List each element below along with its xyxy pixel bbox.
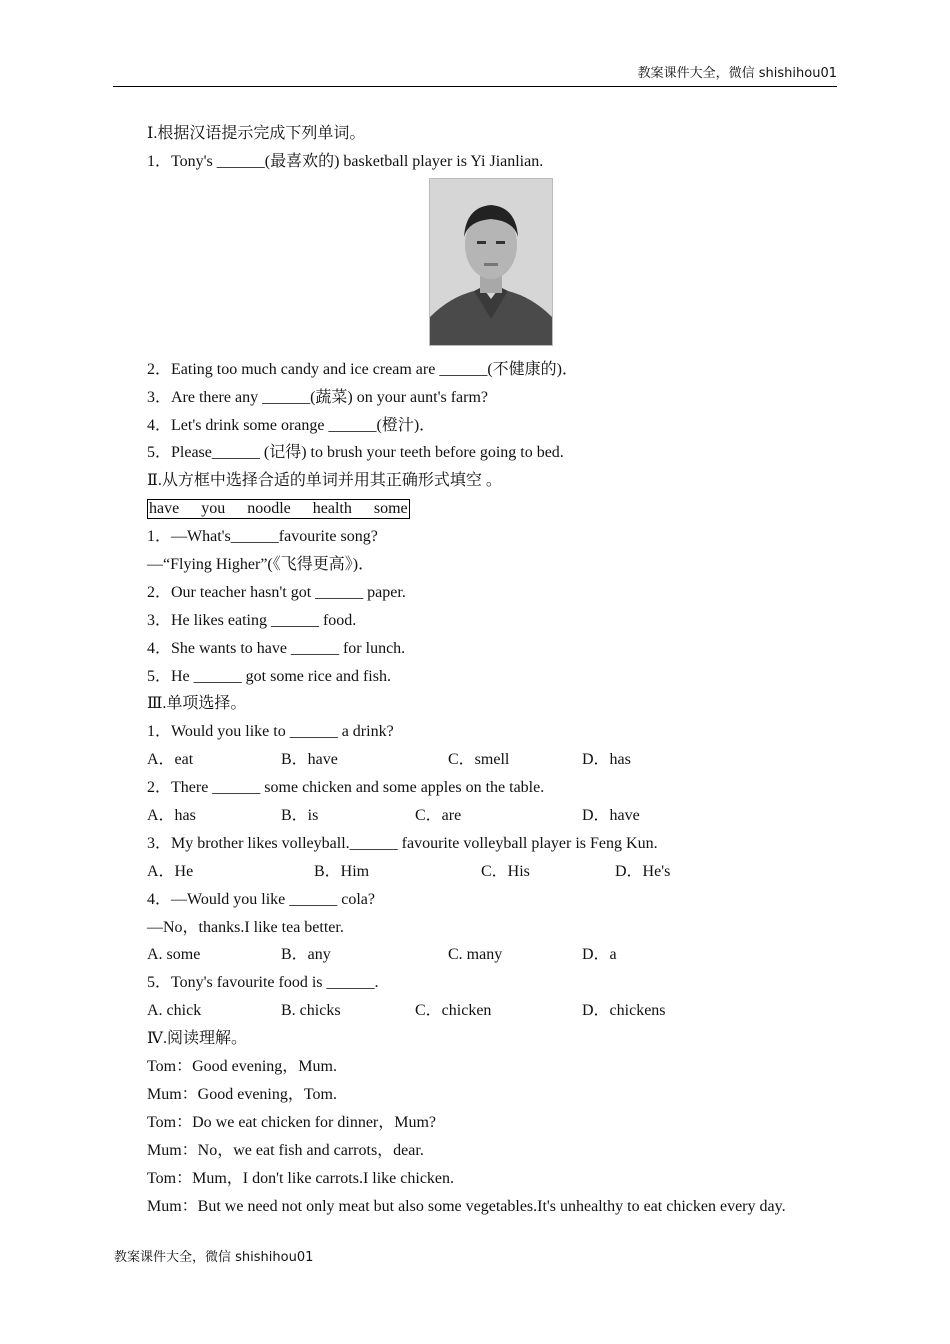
s1-item-2: 2．Eating too much candy and ice cream are ______(不健康的)．: [147, 360, 578, 378]
q3-option-a: A．He: [147, 862, 194, 880]
q4-stem: 4．—Would you like ______ cola?: [147, 890, 376, 908]
q3-stem: 3．My brother likes volleyball.______ favourite volleyball player is Feng Kun.: [147, 834, 658, 852]
q4-option-c: C. many: [448, 946, 503, 964]
s2-item-1: 1．—What's______favourite song?: [147, 528, 378, 546]
dialogue-line: Mum：But we need not only meat but also some vegetables.It's unhealthy to eat chicken every day.: [147, 1197, 786, 1215]
q5-option-d: D．chickens: [582, 1002, 666, 1020]
s1-item-3: 3．Are there any ______(蔬菜) on your aunt's farm?: [147, 388, 489, 406]
q1-stem: 1．Would you like to ______ a drink?: [147, 723, 394, 741]
q5-option-b: B. chicks: [281, 1002, 341, 1020]
q2-options: [147, 802, 847, 830]
s1-item-4: 4．Let's drink some orange ______(橙汁)．: [147, 416, 436, 434]
s1-item-1: 1．Tony's ______(最喜欢的) basketball player is Yi Jianlian.: [147, 152, 544, 170]
q1-option-a: A．eat: [147, 751, 194, 769]
q4-option-d: D．a: [582, 946, 617, 964]
dialogue-line: Mum：No，we eat fish and carrots，dear.: [147, 1141, 424, 1159]
s1-item-5: 5．Please______ (记得) to brush your teeth before going to bed.: [147, 444, 564, 462]
q3-option-b: B．Him: [314, 862, 370, 880]
q2-stem: 2．There ______ some chicken and some apples on the table.: [147, 779, 545, 797]
q3-options: [147, 858, 847, 886]
q4-option-a: A. some: [147, 946, 201, 964]
photo-container: [147, 176, 847, 356]
q5-option-c: C．chicken: [415, 1002, 492, 1020]
section-4-title: Ⅳ.阅读理解。: [147, 1030, 247, 1048]
q1-option-d: D．has: [582, 751, 631, 769]
q3-option-c: C．His: [481, 862, 530, 880]
portrait-photo: [429, 178, 553, 346]
q3-option-d: D．He's: [615, 862, 671, 880]
s2-item-5: 5．He ______ got some rice and fish.: [147, 667, 391, 685]
document-body: [147, 120, 847, 1220]
q5-options: [147, 997, 847, 1025]
dialogue-line: Mum：Good evening，Tom.: [147, 1085, 337, 1103]
s2-item-4: 4．She wants to have ______ for lunch.: [147, 639, 406, 657]
q5-stem: 5．Tony's favourite food is ______.: [147, 974, 379, 992]
q1-option-b: B．have: [281, 751, 338, 769]
section-2-title: Ⅱ.从方框中选择合适的单词并用其正确形式填空 。: [147, 472, 502, 490]
q2-option-b: B．is: [281, 807, 319, 825]
q2-option-a: A．has: [147, 807, 196, 825]
page-header: [113, 66, 837, 87]
q4-stem-reply: —No，thanks.I like tea better.: [147, 918, 344, 936]
q5-option-a: A. chick: [147, 1002, 202, 1020]
dialogue-line: Tom：Do we eat chicken for dinner，Mum?: [147, 1113, 437, 1131]
q2-option-d: D．have: [582, 807, 640, 825]
section-3-title: Ⅲ.单项选择。: [147, 695, 247, 713]
dialogue-line: Tom：Good evening，Mum.: [147, 1058, 337, 1076]
s2-item-3: 3．He likes eating ______ food.: [147, 611, 357, 629]
header-text: 教案课件大全，微信 shishihou01: [637, 66, 837, 81]
q4-options: [147, 941, 847, 969]
q4-option-b: B．any: [281, 946, 331, 964]
word-box: have you noodle health some: [149, 500, 408, 518]
page-footer: [114, 1246, 313, 1265]
word-box-line: [147, 495, 847, 523]
q1-options: [147, 746, 847, 774]
section-1-title: Ⅰ.根据汉语提示完成下列单词。: [147, 125, 366, 142]
q1-option-c: C．smell: [448, 751, 510, 769]
s2-item-2: 2．Our teacher hasn't got ______ paper.: [147, 583, 406, 601]
dialogue-line: Tom：Mum，I don't like carrots.I like chicken.: [147, 1169, 455, 1187]
footer-text: 教案课件大全，微信 shishihou01: [114, 1250, 314, 1265]
q2-option-c: C．are: [415, 807, 462, 825]
s2-item-1-answer: —“Flying Higher”(《飞得更高》)．: [147, 556, 375, 574]
